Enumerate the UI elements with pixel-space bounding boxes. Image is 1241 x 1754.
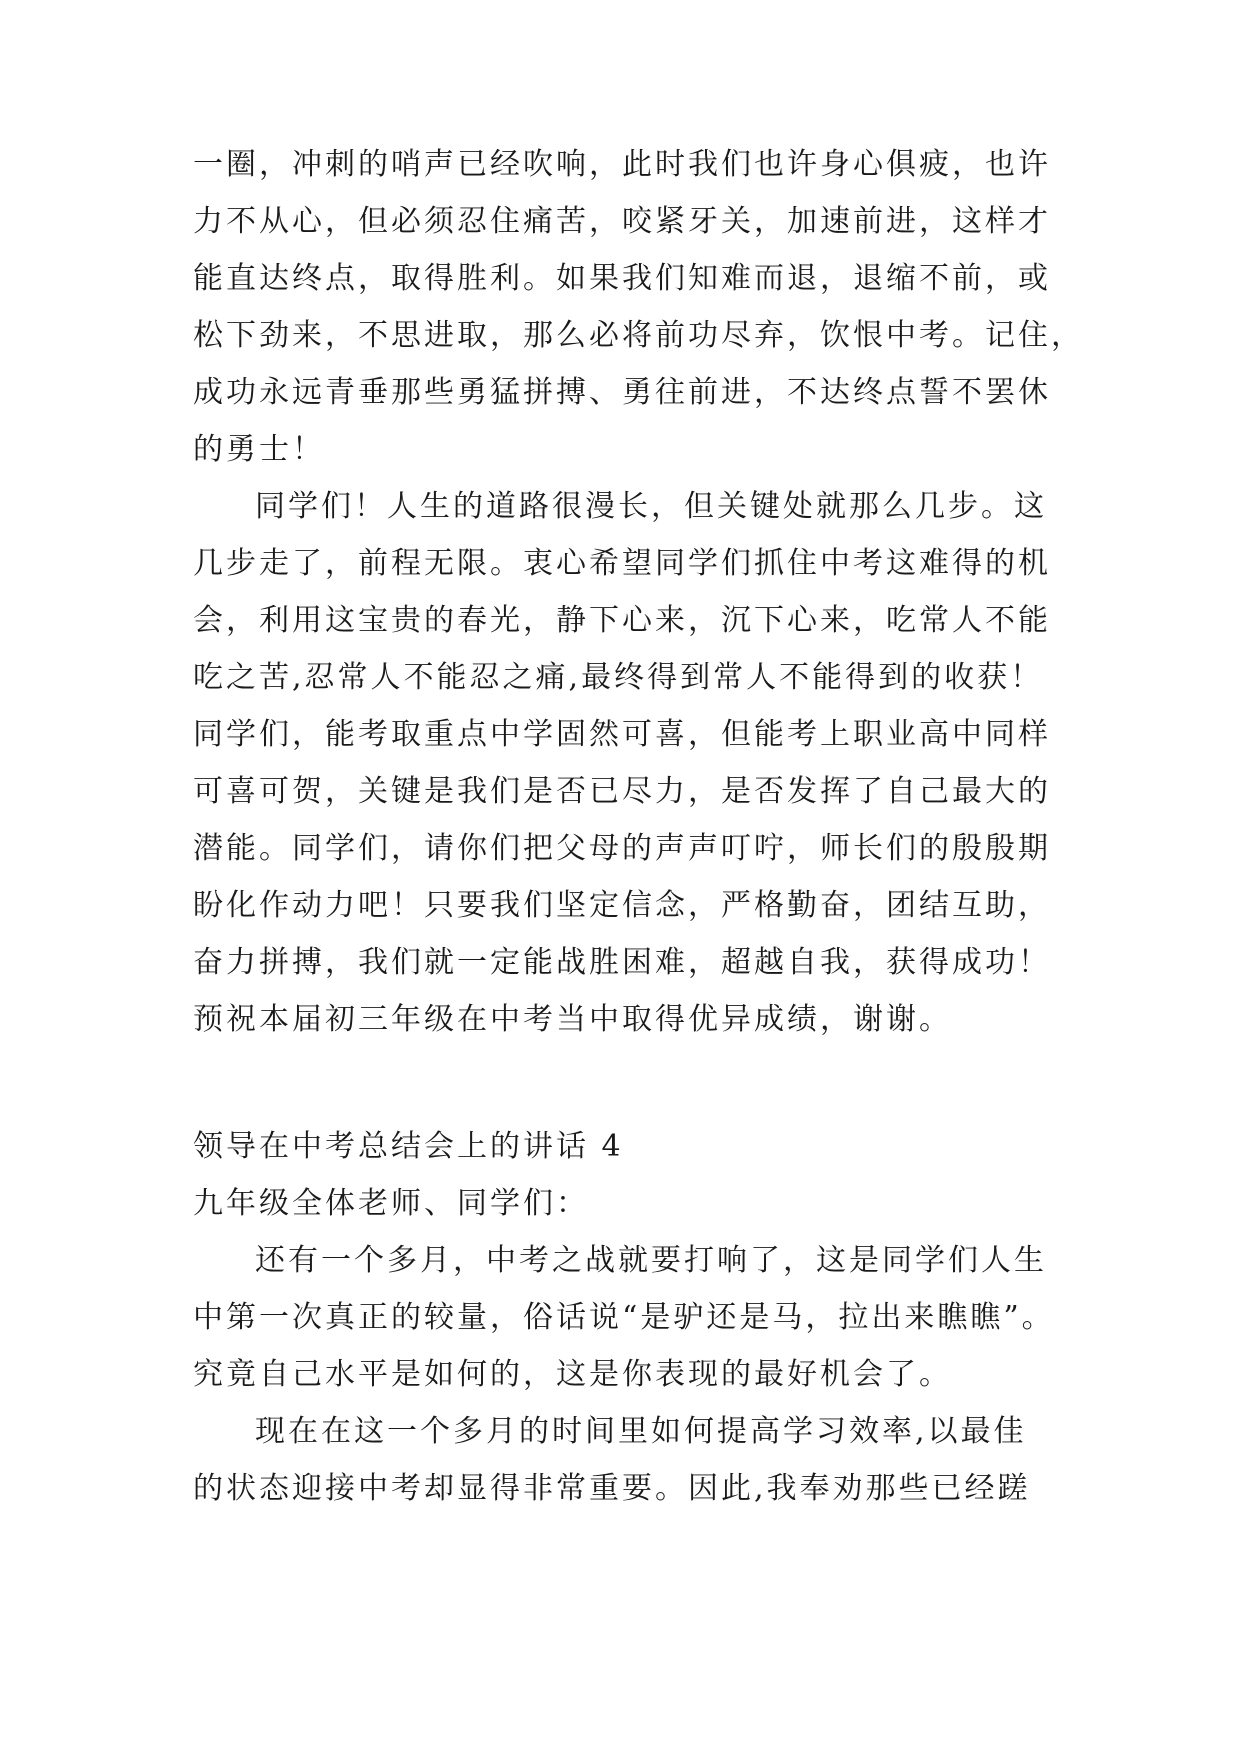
text-line: 松下劲来，不思进取，那么必将前功尽弃，饮恨中考。记住， <box>193 318 1084 353</box>
text-line: 的勇士！ <box>193 432 325 467</box>
text-line: 能直达终点，取得胜利。如果我们知难而退，退缩不前，或 <box>193 261 1051 296</box>
text-line: 几步走了，前程无限。衷心希望同学们抓住中考这难得的机 <box>193 546 1051 581</box>
text-line: 力不从心，但必须忍住痛苦，咬紧牙关，加速前进，这样才 <box>193 204 1051 239</box>
text-line: 吃之苦,忍常人不能忍之痛,最终得到常人不能得到的收获！ <box>193 660 1044 695</box>
text-line: 奋力拼搏，我们就一定能战胜困难，超越自我，获得成功！ <box>193 945 1051 980</box>
text-line: 同学们，能考取重点中学固然可喜，但能考上职业高中同样 <box>193 717 1051 752</box>
paragraph-first-line: 还有一个多月，中考之战就要打响了，这是同学们人生 <box>255 1243 1047 1278</box>
text-line: 一圈，冲刺的哨声已经吹响，此时我们也许身心俱疲，也许 <box>193 147 1051 182</box>
section-title: 领导在中考总结会上的讲话 4 <box>193 1129 624 1164</box>
text-line: 会，利用这宝贵的春光，静下心来，沉下心来，吃常人不能 <box>193 603 1051 638</box>
text-line: 预祝本届初三年级在中考当中取得优异成绩，谢谢。 <box>193 1002 952 1037</box>
text-line: 的状态迎接中考却显得非常重要。因此,我奉劝那些已经蹉 <box>193 1471 1031 1506</box>
paragraph-first-line: 现在在这一个多月的时间里如何提高学习效率,以最佳 <box>255 1414 1027 1449</box>
text-line: 盼化作动力吧！只要我们坚定信念，严格勤奋，团结互助， <box>193 888 1051 923</box>
text-line: 潜能。同学们，请你们把父母的声声叮咛，师长们的殷殷期 <box>193 831 1051 866</box>
paragraph-first-line: 同学们！人生的道路很漫长，但关键处就那么几步。这 <box>255 489 1047 524</box>
text-line: 究竟自己水平是如何的，这是你表现的最好机会了。 <box>193 1357 952 1392</box>
text-line: 中第一次真正的较量，俗话说“是驴还是马，拉出来瞧瞧”。 <box>193 1300 1055 1335</box>
text-line: 成功永远青垂那些勇猛拼搏、勇往前进，不达终点誓不罢休 <box>193 375 1051 410</box>
text-line: 可喜可贺，关键是我们是否已尽力，是否发挥了自己最大的 <box>193 774 1051 809</box>
salutation: 九年级全体老师、同学们： <box>193 1186 589 1221</box>
